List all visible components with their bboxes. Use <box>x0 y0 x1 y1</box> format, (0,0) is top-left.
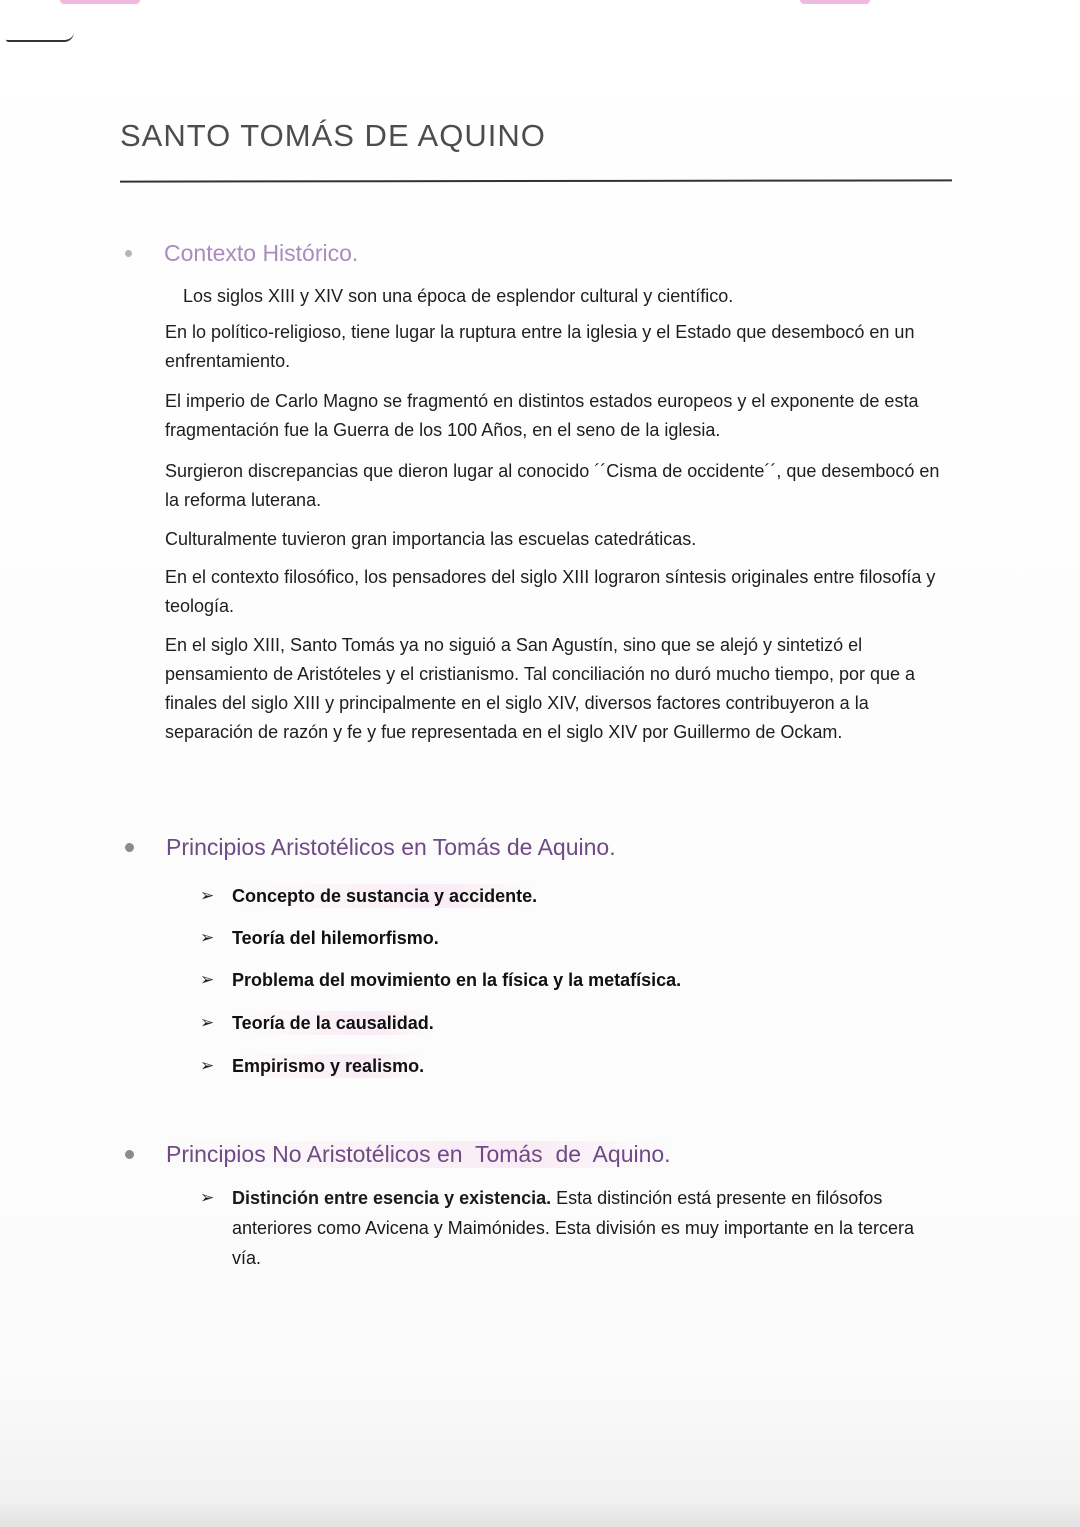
arrowhead-right-icon: ➢ <box>200 1056 215 1075</box>
paragraph: Los siglos XIII y XIV son una época de esplendor cultural y científico. <box>183 286 734 306</box>
bullet-dot-icon <box>125 1150 134 1159</box>
arrowhead-right-icon: ➢ <box>200 970 215 989</box>
paragraph: Surgieron discrepancias que dieron lugar al conocido ´´Cisma de occidente´´, que desembocó en la reforma luterana. <box>165 461 940 510</box>
list-item-lead: Distinción entre esencia y existencia. <box>232 1188 552 1208</box>
pen-stroke-mark <box>6 32 74 42</box>
pink-tab-mark <box>800 0 870 4</box>
list-item <box>200 926 439 950</box>
arrowhead-right-icon: ➢ <box>200 928 215 947</box>
section-heading-aristotelicos <box>125 834 616 861</box>
paragraph: El imperio de Carlo Magno se fragmentó en distintos estados europeos y el exponente de esta fragmentación fue la Guerra de los 100 Años, en el seno de la iglesia. <box>165 391 919 440</box>
list-item-text: Teoría de la causalidad. <box>232 1013 434 1033</box>
arrowhead-right-icon: ➢ <box>200 886 215 905</box>
list-item <box>200 1183 945 1273</box>
arrowhead-right-icon: ➢ <box>200 1013 215 1032</box>
page-edge-shadow <box>0 1501 1080 1527</box>
bullet-dot-icon <box>125 843 134 852</box>
list-item <box>200 884 537 908</box>
list-item-text: Problema del movimiento en la física y la metafísica. <box>232 970 682 990</box>
paragraph: En el siglo XIII, Santo Tomás ya no siguió a San Agustín, sino que se alejó y sintetizó el pensamiento de Aristóteles y el cristianismo. Tal conciliación no duró mucho tiempo, por que a finales del siglo XIII y principalmente en el siglo XIV, diversos factores contribuyeron a la separación de razón y fe y fue representada en el siglo XIV por Guillermo de Ockam. <box>165 635 916 742</box>
section-heading-text: Principios No Aristotélicos en Tomás de Aquino. <box>166 1141 671 1167</box>
list-item-text <box>232 1183 945 1273</box>
section-heading-text: Principios Aristotélicos en Tomás de Aquino. <box>166 834 616 860</box>
list-item-detail: Esta distinción está presente en filósofos anteriores como Avicena y Maimónides. Esta división es muy importante en la tercera vía. <box>232 1188 914 1268</box>
arrowhead-right-icon: ➢ <box>200 1188 215 1207</box>
pink-tab-mark <box>60 0 140 4</box>
list-item-text: Empirismo y realismo. <box>232 1056 425 1076</box>
section-heading-text: Contexto Histórico. <box>164 240 359 266</box>
list-item <box>200 1011 434 1035</box>
bullet-dot-icon <box>125 250 132 257</box>
list-item <box>200 1054 424 1078</box>
title-underline <box>120 179 952 182</box>
page-title: SANTO TOMÁS DE AQUINO <box>120 118 546 153</box>
list-item-text: Concepto de sustancia y accidente. <box>232 886 538 906</box>
list-item-text: Teoría del hilemorfismo. <box>232 928 439 948</box>
paragraph: En el contexto filosófico, los pensadores del siglo XIII lograron síntesis originales entre filosofía y teología. <box>165 567 936 616</box>
paragraph: En lo político-religioso, tiene lugar la ruptura entre la iglesia y el Estado que desembocó en un enfrentamiento. <box>165 322 915 371</box>
section-heading-contexto <box>125 240 358 267</box>
list-item <box>200 968 681 992</box>
section-heading-no-aristotelicos <box>125 1141 671 1168</box>
paragraph: Culturalmente tuvieron gran importancia las escuelas catedráticas. <box>165 529 697 549</box>
